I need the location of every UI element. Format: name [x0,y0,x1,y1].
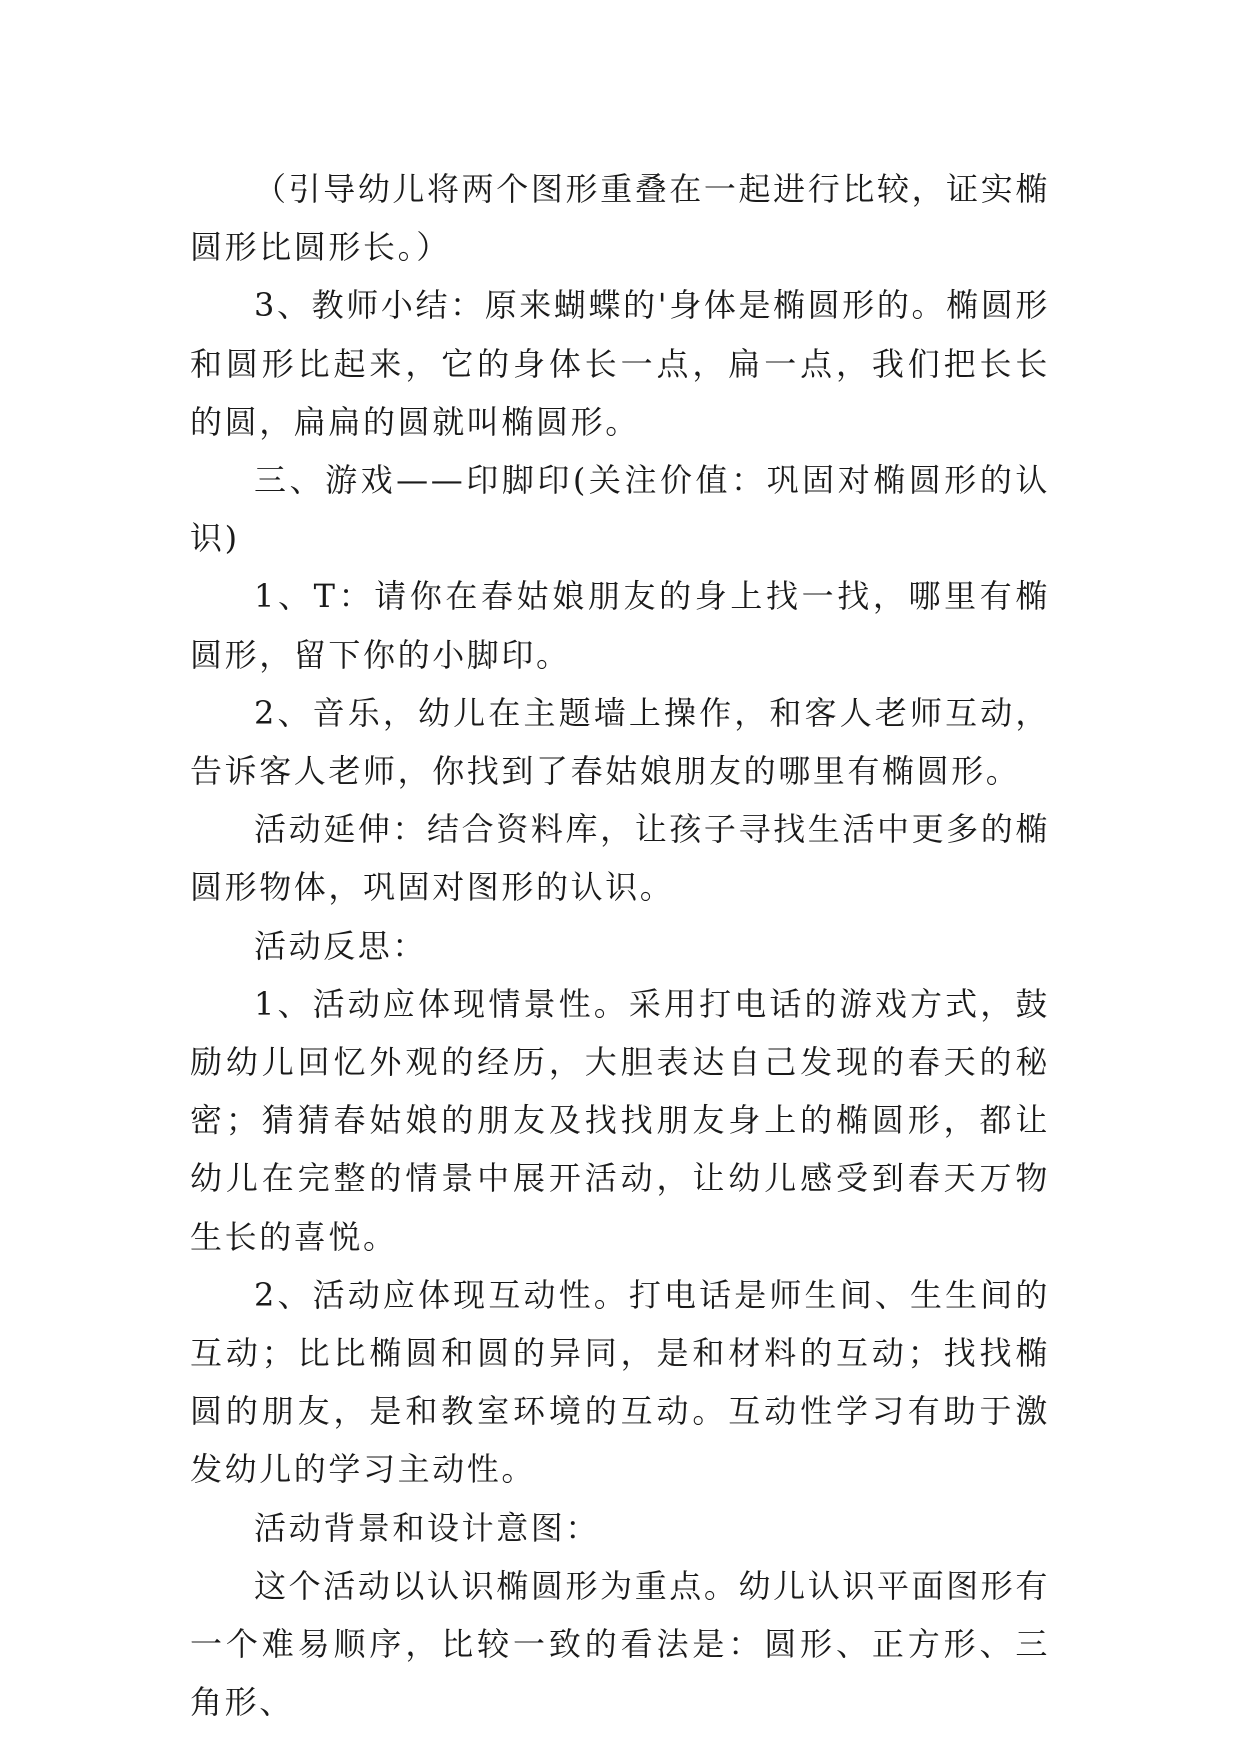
paragraph-reflection-2: 2、活动应体现互动性。打电话是师生间、生生间的互动；比比椭圆和圆的异同，是和材料的互动；找找椭圆的朋友，是和教室环境的互动。互动性学习有助于激发幼儿的学习主动性。 [190,1275,1050,1489]
paragraph-game-step-1: 1、T：请你在春姑娘朋友的身上找一找，哪里有椭圆形，留下你的小脚印。 [190,577,1050,674]
paragraph-background-body: 这个活动以认识椭圆形为重点。幼儿认识平面图形有一个难易顺序，比较一致的看法是：圆形、正方形、三角形、 [190,1566,1050,1722]
paragraph-background-heading: 活动背景和设计意图： [254,1508,601,1547]
document-body [190,160,1050,1731]
paragraph-activity-extension: 活动延伸：结合资料库，让孩子寻找生活中更多的椭圆形物体，巩固对图形的认识。 [190,810,1050,907]
paragraph-game-heading: 三、游戏——印脚印(关注价值：巩固对椭圆形的认识) [190,461,1050,558]
paragraph-game-step-2: 2、音乐，幼儿在主题墙上操作，和客人老师互动，告诉客人老师，你找到了春姑娘朋友的哪里有椭圆形。 [190,693,1050,791]
paragraph-reflection-heading: 活动反思： [254,926,428,965]
paragraph-comparison-note: （引导幼儿将两个图形重叠在一起进行比较，证实椭圆形比圆形长。） [190,170,1050,267]
paragraph-reflection-1: 1、活动应体现情景性。采用打电话的游戏方式，鼓励幼儿回忆外观的经历，大胆表达自己发现的春天的秘密；猜猜春姑娘的朋友及找找朋友身上的椭圆形，都让幼儿在完整的情景中展开活动，让幼儿感受到春天万物生长的喜悦。 [190,984,1050,1256]
paragraph-teacher-summary: 3、教师小结：原来蝴蝶的'身体是椭圆形的。椭圆形和圆形比起来，它的身体长一点，扁一点，我们把长长的圆，扁扁的圆就叫椭圆形。 [190,286,1050,441]
